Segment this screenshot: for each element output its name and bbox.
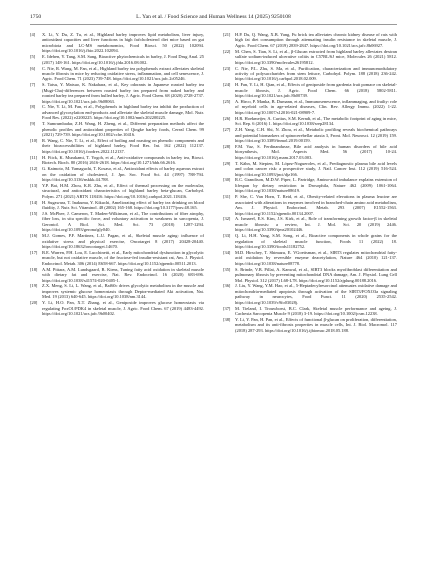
reference-text: M. Tieland, I. Trouwborst, B.C. Clark, Skeletal muscle performance and ageing, J. Cachexia Sarcopenia Muscle 9 (2018) 3-19. https://doi.org/10.1002/jcsm.12238. (235, 305, 397, 317)
reference-number: [18] (30, 266, 38, 272)
reference-number: [27] (223, 127, 231, 133)
reference-number: [5] (30, 54, 36, 60)
reference-text: Z.X. Meng, S. Li, L. Wang, et al., Baf60c drives glycolytic metabolism in the muscle and improves systemic glucose homeostasis through Deptor-mediated Akt activation, Nat. Med. 19 (2013) 640-645. https://doi.org/10.1038/nm.3144. (42, 283, 204, 300)
reference-number: [17] (30, 249, 38, 255)
reference-number: [37] (223, 305, 231, 311)
reference-item (30, 283, 204, 299)
reference-number: [36] (223, 283, 231, 289)
reference-item (223, 32, 397, 48)
reference-item (223, 177, 397, 193)
reference-text: Q. Li, H.H. Yang, S.M. Song, et al., Bioactive components in whole grains for the regulation of skeletal muscle function, Foods 11 (2022) 18. https://doi.org/10.3390/foods11182752. (235, 233, 397, 250)
reference-number: [22] (223, 48, 231, 54)
reference-number: [4] (30, 32, 36, 37)
reference-item (30, 121, 204, 137)
reference-number: [10] (30, 138, 38, 144)
reference-number: [8] (30, 104, 36, 110)
reference-text: C. Nie, R. Wang, M. Fan, et al., Highland barley tea polyphenols extract alleviates skeletal muscle fibrosis in mice by reducing oxidative stress, inflammation, and cell senescence, J. Agric. Food Chem. 71 (2023) 739-748. https://doi.org/10.1021/acs.jafc.2c05246. (42, 65, 204, 82)
reference-text: E. Idehen, Y. Tang, S.M. Sang, Bioactive phytochemicals in barley, J. Food Drug Anal. 25 (2017) 148-161. https://doi.org/10.1016/j.jfda.2016.08.002. (42, 54, 204, 65)
reference-text: S. Brinde, V.B. Pillai, A. Kanwal, et al., SIRT3 blocks myofibroblast differentiation and pulmonary fibrosis by preventing mitochondrial DNA damage, Am. J. Physiol. Lung Cell Mol. Physiol. 312 (2017) L68-L78. https://doi.org/10.1152/ajplung.00188.2016. (235, 266, 397, 283)
reference-number: [6] (30, 65, 36, 71)
reference-text: R. Wang, C. Nie, T. Li, et al., Effect of boiling and roasting on phenolic components and their bioaccessibilities of highland barley, Food Res. Int. 162 (2022) 112137. https://doi.org/10.1016/j.foodres.2022.112137. (42, 138, 204, 154)
reference-number: [23] (223, 65, 231, 71)
reference-item (223, 283, 397, 305)
reference-number: [34] (223, 249, 231, 255)
reference-item (223, 216, 397, 232)
reference-text: J.S. McPhee, J. Cameron, T. Maden-Wilkinson, et al., The contributions of fiber atrophy, fiber loss, in situ specific force, and voluntary activation to weakness in sarcopenia, J. Gerontol. A Biol. Sci. Med. Sci. 73 (2018) 1287-1294. https://doi.org/10.1093/gerona/gly040. (42, 211, 204, 233)
reference-text: A. Hirco, P. Manka, B. Dumann, et al., Immunosenescence, inflammaging, and frailty: role of myeloid cells in age-related diseases, Clin. Rev. Allergy Immu. (2022) 1-22. https://doi.org/10.1007/s12016-021-08909-7. (235, 99, 397, 115)
reference-item (30, 200, 204, 211)
reference-number: [35] (223, 266, 231, 272)
reference-item (223, 49, 397, 65)
reference-item (30, 300, 204, 316)
reference-number: [33] (223, 233, 231, 239)
reference-text: M.J. Gomes, P.F. Martinez, L.U. Pagan, et al., Skeletal muscle aging: influence of oxidative stress and physical exercise, Oncotarget 8 (2017) 20428-20440. https://doi.org/10.18632/oncotarget.14670. (42, 233, 204, 250)
reference-item (30, 233, 204, 249)
reference-text: S. Tatsu, Y. Matsuo, K. Nakahara, et al., Key odorants in Japanese roasted barley tea (Mugi-Cha)-differences between roasted barley tea prepared from naked barley and roasted barley tea prepared from hulled barley, J. Agric. Food Chem. 68 (2020) 2728-2737. https://doi.org/10.1021/acs.jafc.9b08063. (42, 82, 204, 104)
reference-text: X. Li, Y. Du, Z. Tu, et al., Highland barley improves lipid metabolism, liver injury, antioxidant capacities and liver functions in high fat/cholesterol diet mice based on gut microbiota and LC-MS metabonomics, Food Biosci. 50 (2022) 102094. https://doi.org/10.1016/j.fbio.2022.102094. (42, 32, 204, 54)
reference-text: J. Liu, Y. Wang, Y.M. Hao, et al., 5-Heptadecylresorcinol attenuates oxidative damage and mitochondria-mediated apoptosis through activation of the SIRT3/FOXO3a signaling pathway in neurocytes, Food Funct. 11 (2020) 2535-2542. https://doi.org/10.1039/c9fo03028j. (235, 283, 397, 305)
reference-text: H. Fiick, K. Murakami, T. Yogoh, et al., Anti-oxidative compounds in barley tea, Biosci. Biotech. Bioch. 80 (2016) 2616-2618. https://doi.org/10.1271/bbb.66.2616. (42, 154, 204, 166)
reference-item (223, 161, 397, 177)
reference-text: M.D. Hirschey, T. Shimazu, E. VGoettsman, et al., SIRT3 regulates mitochondrial fatty-acid oxidation by reversible enzyme deacetylation, Nature 464 (2010) 121-137. https://doi.org/10.1038/nature08778. (235, 249, 397, 266)
reference-item (223, 194, 397, 216)
reference-item (30, 138, 204, 154)
reference-text: T. Kähn, M. Stepien, M. López-Nogueroles, et al., Prediagnostic plasma bile acid levels and colon cancer risk: a prospective study, J. Natl. Cancer Inst. 112 (2019) 516-524. https://doi.org/10.1093/jnci/djz166. (235, 160, 397, 177)
reference-text: H. Fan, Y. Li, H. Qian, et al., Effects of geniposide from gardenia fruit pomace on skeletal-muscle fibrosis, J. Agric. Food Chem. 66 (2018) 5802-5811. https://doi.org/10.1021/acs.jafc.8b00739. (235, 82, 397, 99)
reference-text: H.R. Hoekmeijer, A. Curtius, S.M. Kerndt, et al., The metabolic footprint of aging in mice, Sci. Rep. 6 (2016) 1. https://doi.org/10.1038/srep28134. (235, 115, 397, 127)
reference-number: [15] (30, 211, 38, 216)
reference-item (223, 144, 397, 160)
reference-text: H.P. Du, Q. Wang, X.B. Yang, Fu brick tea alleviates chronic kidney disease of rats with high fat diet consumption through attenuating insulin resistance in skeletal muscle, J. Agric. Food Chem. 67 (2019) 2839-2847. https://doi.org/10.1021/acs.jafc.8b06927. (235, 32, 397, 48)
reference-item (223, 116, 397, 127)
reference-text: Y. Li, H.O. Pan, X.T. Zhang, et al., Geniposide improves glucose homeostasis via regulating FoxO1/PDK4 in skeletal muscle, J. Agric. Food Chem. 67 (2019) 4483-4492. https://doi.org/10.1021/acs.jafc.9b00402. (42, 300, 204, 317)
reference-number: [16] (30, 233, 38, 239)
reference-text: H. Sugawara, T. Inakuma, Y. Kikuchi, Ameliorating effect of barley tea drinking on blood fluidity, J. Nutr. Sci. Vitaminol. 48 (2002) 165-168. https://doi.org/10.3177/jnsv.48.165. (42, 199, 204, 211)
page-number: 1750 (30, 14, 42, 20)
reference-text: Z.H. Yang, C.H. Shi, N. Zhou, et al., Metabolic profiling reveals biochemical pathways and potential biomarkers of spinocerebellar ataxia 3, Front. Mol. Neurosci. 12 (2019) 159. https://doi.org/10.3389/fnmol.2019.00159. (235, 127, 397, 144)
reference-number: [7] (30, 82, 36, 88)
reference-number: [14] (30, 199, 38, 205)
reference-item (223, 306, 397, 317)
reference-item (30, 267, 204, 283)
reference-text: Y.P. Bai, H.M. Zhou, K.R. Zhu, et al., Effect of thermal processing on the molecular, structural, and antioxidant characteristics of highland barley beta-glucan, Carbohyd. Polym. 271 (2021) ARTN 118416. https://doi.org/10.1016/j.carbpol.2021.118416. (42, 182, 204, 199)
reference-item (30, 166, 204, 182)
reference-item (30, 250, 204, 266)
reference-text: B.E. Warren, P.H. Lou, E. Lucchinetti, et al., Early mitochondrial dysfunction in glycolytic muscle, but not oxidative muscle, of the fructose-fed insulin-resistant rat, Am. J. Physiol. Endocrinol. Metab. 306 (2014) E658-667. https://doi.org/10.1152/ajpendo.00511.2013. (42, 249, 204, 266)
reference-item (30, 32, 204, 54)
reference-number: [19] (30, 283, 38, 289)
reference-number: [20] (30, 300, 38, 306)
reference-item (223, 317, 397, 333)
header-rule (30, 24, 397, 25)
reference-item (223, 250, 397, 266)
reference-text: Y. Li, Y. Pan, H. Pan, et al., Effects of functional β-glucan on proliferation, differentiation, metabolism and its anti-fibrosis properties in muscle cells, Int. J. Biol. Macromol. 117 (2018) 287-293. https://doi.org/10.1016/j.ijbiomac.2018.05.188. (235, 317, 397, 333)
reference-item (223, 99, 397, 115)
reference-text: C. Nie, P.L. Zhu, S. Ma, et al., Purification, characterization and immunomodulatory activity of polysaccharides from stem lettuce, Carbohyd. Polym. 188 (2018) 236-242. https://doi.org/10.1016/j.carbpol.2018.02.009. (235, 65, 397, 82)
reference-number: [30] (223, 177, 231, 183)
reference-number: [24] (223, 82, 231, 88)
reference-column-right (223, 32, 397, 334)
running-head: L. Yan et al. / Food Science and Human Wellness 14 (2025) 9250108 (136, 14, 291, 20)
reference-text: T. Sumrumbadar, Z.H. Wang, H. Zheng, et al., Different preparation methods affect the phenolic profiles and antioxidant properties of Qingke barley foods, Cereal Chem. 99 (2021) 729-739. https://doi.org/10.1002/cche.10416. (42, 121, 204, 138)
reference-number: [28] (223, 143, 231, 149)
reference-text: G. Kaimoto, M. Yamaguchi, T. Kosaso, et al., Antioxidant effects of barley aqueous extract on the oxidation of cholesterol, J. Jpn. Soc. Food Sci. 44 (1997) 788-794. https://doi.org/10.3136/nskkk.44.788. (42, 166, 204, 182)
reference-item (30, 82, 204, 104)
reference-item (30, 211, 204, 233)
page-header (30, 14, 397, 24)
reference-item (30, 183, 204, 199)
reference-item (30, 104, 204, 120)
reference-item (30, 66, 204, 82)
reference-item (223, 82, 397, 98)
reference-item (223, 233, 397, 249)
reference-item (30, 155, 204, 166)
reference-number: [38] (223, 317, 231, 323)
reference-text: R.C. Grandison, M.D.W. Piper, L. Partridge, Amino-acid imbalance explains extension of lifespan by dietary restriction in Drosophila, Nature 462 (2009) 1061-1064. https://doi.org/10.1038/nature08619. (235, 177, 397, 194)
reference-item (30, 54, 204, 65)
reference-item (223, 267, 397, 283)
reference-number: [9] (30, 121, 36, 127)
reference-text: A.M. Pittara, A.M. Lundsgaard, B. Kiens, Tuning fatty acid oxidation in skeletal muscle with dietary fat and exercise, Nat. Rev. Endocrinol. 16 (2020) 683-696. https://doi.org/10.1038/s41574-020-0405-1. (42, 266, 204, 283)
reference-text: F.M. Vaz, S. Ferdinandusse, Bile acid analysis in human disorders of bile acid biosynthesis, Mol. Aspects Med. 56 (2017) 10-24. https://doi.org/10.1016/j.mam.2017.03.003. (235, 143, 397, 160)
reference-text: A. Ismaeel, E.S. Kim, J.S. Kirk, et al., Role of transforming growth factor-β in skeletal muscle fibrosis: a review, Int. J. Mol. Sci. 20 (2019) 2446. https://doi.org/10.3390/ijms20102446. (235, 216, 397, 233)
reference-number: [31] (223, 194, 231, 200)
reference-number: [21] (223, 32, 231, 37)
reference-number: [32] (223, 216, 231, 222)
reference-number: [11] (30, 154, 38, 160)
reference-number: [25] (223, 99, 231, 105)
reference-text: M. Chen, S. Tian, S. Li, et al., β-Glucan extracted from highland barley alleviates dextran sulfate sodium-induced ulcerative colitis in C57BL/6J mice, Molecules 26 (2021) 5812. https://doi.org/10.3390/molecules26195812. (235, 48, 397, 65)
reference-item (223, 66, 397, 82)
reference-text: P. She, C. Van Horn, T. Reid, et al., Obesity-related elevations in plasma leucine are associated with alterations in enzymes involved in branched-chain amino acid metabolism, Am. J. Physiol. Endocrinol. Metab. 293 (2007) E1552-1563. https://doi.org/10.1152/ajpendo.00134.2007. (235, 194, 397, 216)
reference-item (223, 127, 397, 143)
reference-column-left (30, 32, 204, 317)
reference-number: [26] (223, 115, 231, 121)
reference-number: [29] (223, 160, 231, 166)
reference-number: [13] (30, 182, 38, 188)
reference-number: [12] (30, 166, 38, 172)
reference-text: C. Nie, Y. Li, M. Fan, et al., Polyphenols in highland barley tea inhibit the production of advanced glycosylation end-products and alleviate the skeletal muscle damage, Mol. Nutr. Food Res. (2022) e2200225. https://doi.org/10.1002/mnfr.202200225. (42, 104, 204, 121)
